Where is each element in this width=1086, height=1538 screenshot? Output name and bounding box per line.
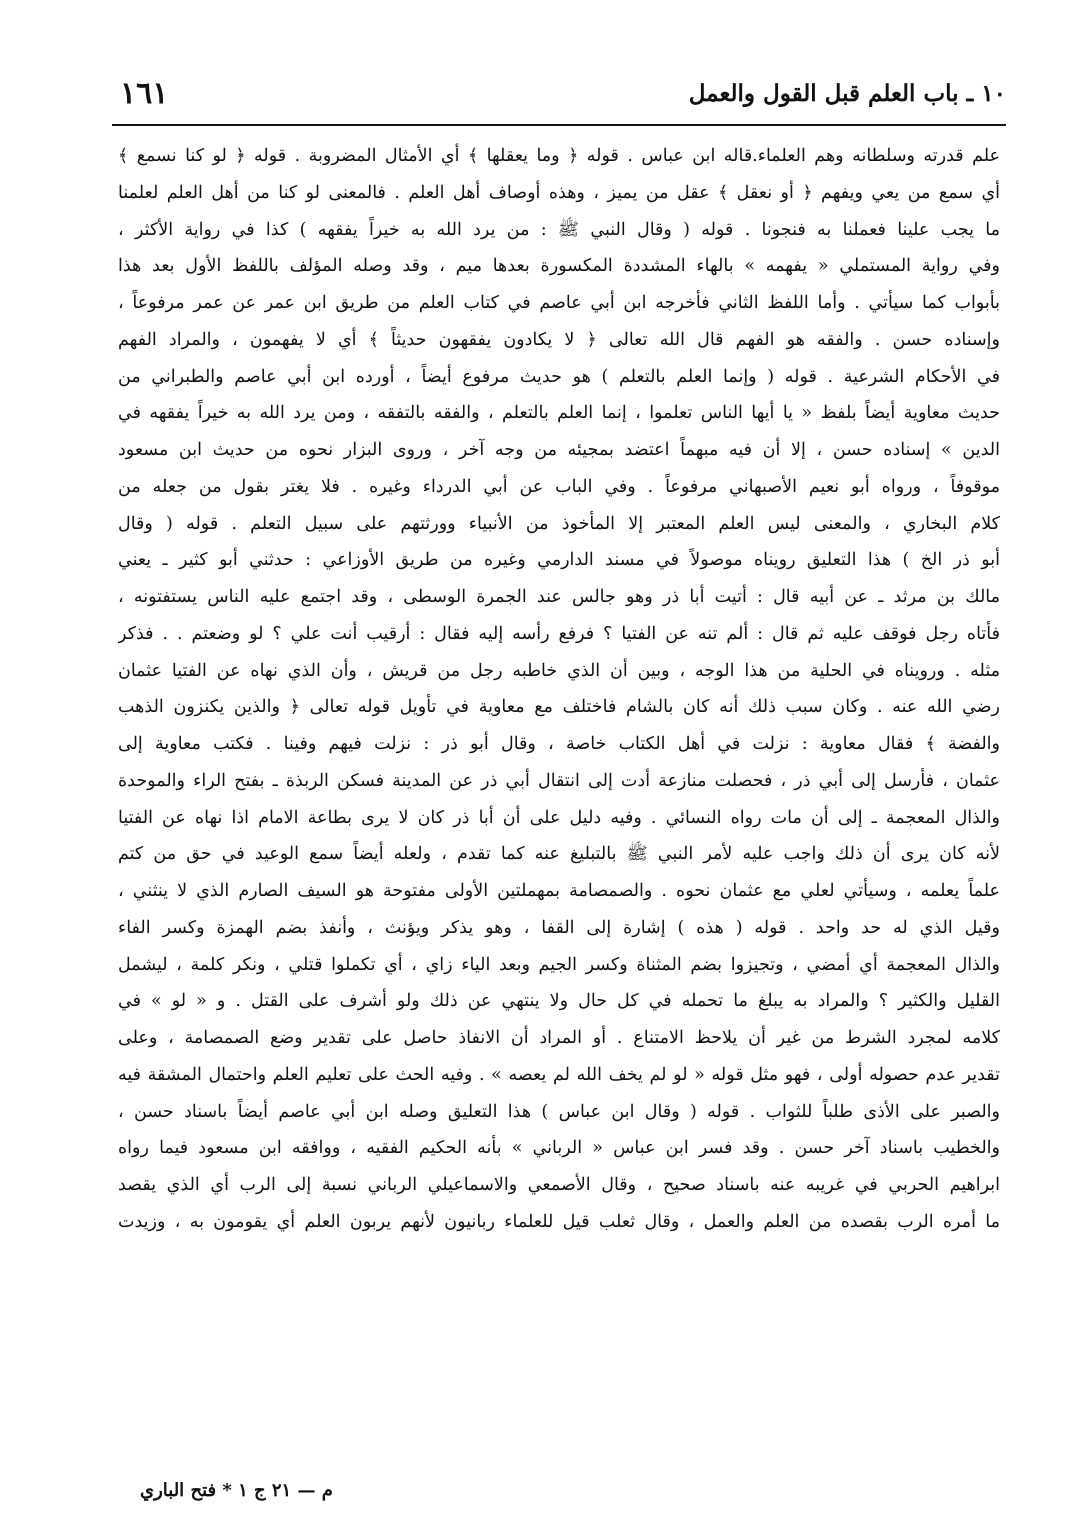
signature-mark: م — ٢١ ج ١ * فتح الباري bbox=[140, 1480, 333, 1501]
commentary-body bbox=[118, 138, 1000, 1241]
text-line: ابراهيم الحربي في غريبه عنه باسناد صحيح ، وقال الأصمعي والاسماعيلي الرباني نسبة إلى الرب أي الذي يقصد bbox=[118, 1175, 1000, 1195]
text-line: حديث معاوية أيضاً بلفظ « يا أيها الناس تعلموا ، إنما العلم بالتعلم ، والفقه بالتفقه ، ومن يرد الله به خيراً يفقهه في bbox=[118, 403, 1000, 424]
text-line: وفي رواية المستملي « يفهمه » بالهاء المشددة المكسورة بعدها ميم ، وقد وصله المؤلف باللفظ الأول بعد هذا bbox=[118, 256, 1000, 277]
text-line: ما أمره الرب بقصده من العلم والعمل ، وقال ثعلب قيل للعلماء ربانيون لأنهم يربون العلم أي يقومون به ، وزيدت bbox=[118, 1211, 1000, 1232]
text-line: والذال المعجمة ـ إلى أن مات رواه النسائي . وفيه دليل على أن أبا ذر كان لا يرى بطاعة الامام اذا نهاه عن الفتيا bbox=[118, 807, 1000, 828]
page-number: ١٦١ bbox=[120, 76, 169, 111]
chapter-title: ١٠ ـ باب العلم قبل القول والعمل bbox=[688, 80, 1006, 107]
text-line: فأتاه رجل فوقف عليه ثم قال : ألم تنه عن الفتيا ؟ فرفع رأسه إليه فقال : أرقيب أنت علي ؟ لو وضعتم . . فذكر bbox=[118, 623, 1000, 644]
text-line: وقيل الذي له حد واحد . قوله ( هذه ) إشارة إلى القفا ، وهو يذكر ويؤنث ، وأنفذ بضم الهمزة وكسر الفاء bbox=[118, 917, 1000, 938]
text-line: علم قدرته وسلطانه وهم العلماء.قاله ابن عباس . قوله ﴿ وما يعقلها ﴾ أي الأمثال المضروبة . قوله ﴿ لو كنا نسمع ﴾ bbox=[118, 146, 1000, 166]
text-line: علماً يعلمه ، وسيأتي لعلي مع عثمان نحوه . والصمصامة بمهملتين الأولى مفتوحة هو السيف الصارم الذي لا ينثني ، bbox=[118, 881, 1000, 901]
text-line: مثله . ورويناه في الحلية من هذا الوجه ، وبين أن الذي خاطبه رجل من قريش ، وأن الذي نهاه عن الفتيا عثمان bbox=[118, 660, 1000, 681]
text-line: كلام البخاري ، والمعنى ليس العلم المعتبر إلا المأخوذ من الأنبياء وورثتهم على سبيل التعلم . قوله ( وقال bbox=[118, 513, 1000, 534]
text-line: كلامه لمجرد الشرط من غير أن يلاحظ الامتناع . أو المراد أن الانفاذ حاصل على تقدير وضع الصمصامة ، وعلى bbox=[118, 1028, 1000, 1048]
text-line: والخطيب باسناد آخر حسن . وقد فسر ابن عباس « الرباني » بأنه الحكيم الفقيه ، ووافقه ابن مسعود فيما رواه bbox=[118, 1138, 1000, 1159]
text-line: بأبواب كما سيأتي . وأما اللفظ الثاني فأخرجه ابن أبي عاصم في كتاب العلم من طريق ابن عمر عن عمر مرفوعاً ، bbox=[118, 293, 1000, 313]
text-line: عثمان ، فأرسل إلى أبي ذر ، فحصلت منازعة أدت إلى انتقال أبي ذر عن المدينة فسكن الربذة ـ بفتح الراء والموحدة bbox=[118, 770, 1000, 791]
text-line: في الأحكام الشرعية . قوله ( وإنما العلم بالتعلم ) هو حديث مرفوع أيضاً ، أورده ابن أبي عاصم والطبراني من bbox=[118, 366, 1000, 387]
text-line: والصبر على الأذى طلباً للثواب . قوله ( وقال ابن عباس ) هذا التعليق وصله ابن أبي عاصم أيضاً باسناد حسن ، bbox=[118, 1101, 1000, 1122]
text-line: ما يجب علينا فعملنا به فنجونا . قوله ( وقال النبي ﷺ : من يرد الله به خيراً يفقهه ) كذا في رواية الأكثر ، bbox=[118, 219, 1000, 240]
text-line: موقوفاً ، ورواه أبو نعيم الأصبهاني مرفوعاً . وفي الباب عن أبي الدرداء وغيره . فلا يغتر بقول من جعله من bbox=[118, 476, 1000, 497]
text-line: أي سمع من يعي ويفهم ﴿ أو نعقل ﴾ عقل من يميز ، وهذه أوصاف أهل العلم . فالمعنى لو كنا من أهل العلم لعلمنا bbox=[118, 182, 1000, 203]
text-line: رضي الله عنه . وكان سبب ذلك أنه كان بالشام فاختلف مع معاوية في تأويل قوله تعالى ﴿ والذين يكنزون الذهب bbox=[118, 697, 1000, 718]
text-line: تقدير عدم حصوله أولى ، فهو مثل قوله « لو لم يخف الله لم يعصه » . وفيه الحث على تعليم العلم واحتمال المشقة فيه bbox=[118, 1064, 1000, 1085]
text-line: أبو ذر الخ ) هذا التعليق رويناه موصولاً في مسند الدارمي وغيره من طريق الأوزاعي : حدثني أبو كثير ـ يعني bbox=[118, 550, 1000, 571]
text-line: القليل والكثير ؟ والمراد به يبلغ ما تحمله في كل حال ولا ينتهي عن ذلك ولو أشرف على القتل . و « لو » في bbox=[118, 991, 1000, 1012]
text-line: والفضة ﴾ فقال معاوية : نزلت في أهل الكتاب خاصة ، وقال أبو ذر : نزلت فيهم وفينا . فكتب معاوية إلى bbox=[118, 734, 1000, 754]
text-line: مالك بن مرثد ـ عن أبيه قال : أتيت أبا ذر وهو جالس عند الجمرة الوسطى ، وقد اجتمع عليه الناس يستفتونه ، bbox=[118, 587, 1000, 607]
page-header bbox=[110, 74, 1006, 120]
text-line: الدين » إسناده حسن ، إلا أن فيه مبهماً اعتضد بمجيئه من وجه آخر ، وروى البزار نحوه من حديث ابن مسعود bbox=[118, 440, 1000, 460]
text-line: وإسناده حسن . والفقه هو الفهم قال الله تعالى ﴿ لا يكادون يفقهون حديثاً ﴾ أي لا يفهمون ، والمراد الفهم bbox=[118, 329, 1000, 350]
text-line: لأنه كان يرى أن ذلك واجب عليه لأمر النبي ﷺ بالتبليغ عنه كما تقدم ، ولعله أيضاً سمع الوعيد في حق من كتم bbox=[118, 844, 1000, 865]
text-line: والذال المعجمة أي أمضي ، وتجيزوا بضم المثناة وكسر الجيم وبعد الياء زاي ، أي تكملوا قتلي ، ونكر كلمة ، ليشمل bbox=[118, 954, 1000, 975]
header-divider bbox=[112, 124, 1006, 126]
